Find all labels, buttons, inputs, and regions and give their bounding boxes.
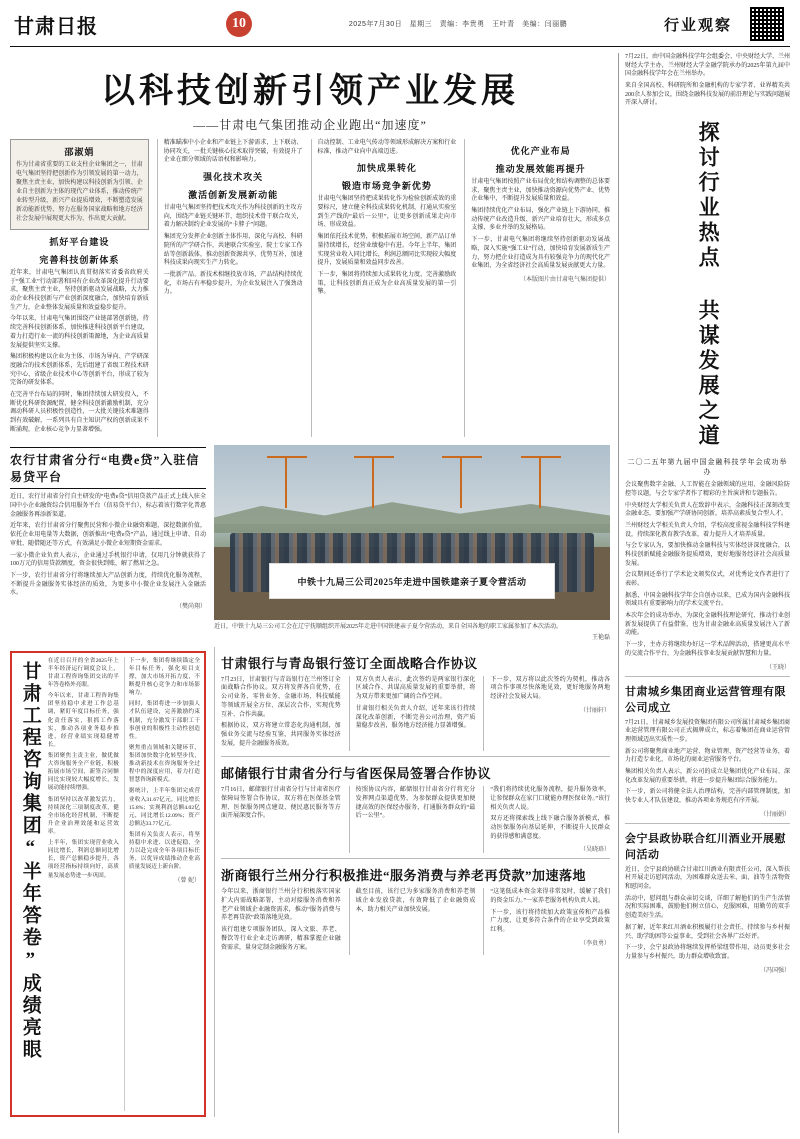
a3-col1 [221,888,341,955]
right-byline: （王晓） [765,664,790,671]
group-photo [214,445,610,620]
right-p2: 来自全国高校、科研院所和金融机构的专家学者、业界精英共200余人参加会议，围绕金融科技发展的前沿理论与实践问题展开深入研讨。 [625,83,791,107]
a3-p5: 下一步，该行将持续加大政策宣传和产品推广力度，让更多符合条件的企业享受到政策红利。 [490,909,611,934]
right-feature-subtitle: 二〇二五年第九届中国金融科技学年会成功举办 [627,458,788,477]
red-p9: 据统计，上半年集团完成营业收入31.67亿元，同比增长15.8%；实现利润总额4.02亿元，同比增长12.09%；资产总额达33.77亿元。 [128,788,200,827]
bank-p4: 下一步，农行甘肃省分行将继续加大产品创新力度，持续优化服务流程，不断提升金融服务实体经济的质效，为更多中小微企业发展注入金融活水。 [10,572,206,597]
qr-code-icon [748,5,786,43]
right-feature-title: 探讨行业热点 共谋发展之道 [696,121,721,450]
crane-icon [539,456,541,509]
right-p8: 据悉，中国金融科技学年会自创办以来，已成为国内金融科技领域具有重要影响力的学术交流平台。 [625,592,790,608]
lead-c3-p4: 下一步，集团将持续加大成果转化力度，完善激励政策，让科技创新真正成为企业高质量发展的第一引擎。 [317,271,457,296]
page-body [10,53,790,1133]
a1-p3: 双方负责人表示，此次签约是两家银行深化区域合作、共谋高质量发展的重要举措，将为双方带来更加广阔的合作空间。 [355,676,476,701]
lead-col-4 [464,139,610,437]
lead-p1: 近年来，甘肃电气集团认真贯彻落实省委省政府关于“强工业”行动部署和国有企业改革深化提升行动要求，聚焦主责主业，坚持创新驱动发展战略，大力推动企业科技创新与产业创新深度融合，加快培育新质生产力，企业整体发展质量和效益稳步提升。 [10,270,149,311]
red-feature-title: 甘肃工程咨询集团“半年答卷”成绩亮眼 [19,660,41,1061]
a2-p4: 双方还将探索线上线下融合服务新模式，推动医保服务向基层延伸，不断提升人民群众的获得感和满意度。 [490,816,611,840]
article-zheshang-bank [221,865,610,955]
lead-c3-p2: 甘肃电气集团坚持把成果转化作为检验创新成效的重要标尺，建立健全科技成果转化机制，打通从实验室到生产线的“最后一公里”，让更多创新成果走向市场、形成效益。 [317,196,457,229]
red-p1: 在近日召开的全省2025年上半年经济运行调度会议上，甘肃工程咨询集团交出的半年答卷格外亮眼。 [47,657,119,689]
a2-col3 [483,786,610,853]
a1-p1: 7月23日，甘肃银行与青岛银行在兰州签订全面战略合作协议。双方将发挥各自优势，在公司业务、零售业务、金融市场、科技赋能等领域开展全方位、深层次合作，实现优势互补、合作共赢。 [221,676,341,718]
bottom-articles [214,647,610,1117]
lead-subtitle-3b: 锻造市场竞争新优势 [341,181,432,192]
br1-p1: 7月21日，甘肃城乡发展投资集团有限公司所属甘肃城乡集团商业运营管理有限公司正式揭牌成立，标志着集团在商业运营管理领域迈出实质性一步。 [625,719,791,743]
editor-quote-box [10,139,149,230]
a1-col3 [483,676,610,752]
quote-author: 邵淑娟 [64,147,95,157]
lead-c3-p1: 自动控制、工业电气传动等领域形成解决方案和行业标准，推动产业向中高端迈进。 [317,140,457,155]
lead-subtitle-4a: 优化产业布局 [510,146,571,156]
photo-credit: 王艳磊 [591,634,610,641]
a1-p5: 下一步，双方将以此次签约为契机，推动各项合作事项尽快落地见效，更好地服务两地经济社会发展大局。 [490,676,611,701]
lead-c4-p1: 甘肃电气集团按照产业布局优化和结构调整的总体要求，聚焦主责主业，加快推动资源向优势产业、优势企业集中，不断提升发展质量和效益。 [471,179,610,203]
divider [221,756,610,757]
newspaper-logo: 甘肃日报 [14,15,98,38]
masthead-meta: 2025年7月30日 星期三 责编：李贵勇 王叶青 美编：闫丽鹏 [348,21,568,28]
red-p8: 聚焦重点领域和关键环节，集团加快数字化转型步伐，推动新技术在咨询服务全过程中的深度应用，着力打造智慧咨询新模式。 [128,744,200,784]
lead-subtitle-3a: 加快成果转化 [356,163,417,174]
divider [625,676,790,677]
br-article-1-title: 甘肃城乡集团商业运营管理有限公司成立 [625,685,786,714]
bank-p2: 近年来，农行甘肃省分行聚焦民营和小微企业融资难题，深挖数据价值，依托企业用电量等大数据，创新推出“电费e贷”产品，通过线上申请、自动审批、随借随还等方式，有效满足小微企业短期资金需求。 [10,523,206,547]
bank-p3: 一家小微企业负责人表示，企业通过手机银行申请，仅用几分钟就获得了100万元的信用贷款额度，资金很快到账，解了燃眉之急。 [10,552,206,568]
a2-col1 [221,786,341,853]
article-3-title: 浙商银行兰州分行积极推进“服务消费与养老再贷款”加速落地 [221,868,587,884]
a2-p2: 按照协议内容，邮储银行甘肃省分行将充分发挥网点渠道优势，为参保群众提供更加便捷高效的医保经办服务，打通服务群众的“最后一公里”。 [355,787,476,820]
bank-platform-article [10,441,206,642]
lead-p4: 在完善平台布局的同时，集团持续加大研发投入，不断优化科研资源配置，健全科技创新激励机制，充分调动科研人员积极性创造性，一大批关键技术难题得到有效破解，一系列具有自主知识产权的创新成果不断涌现，企业核心竞争力显著增强。 [10,391,149,433]
lead-col-2 [157,139,303,437]
main-zone [10,53,610,1133]
a3-p2: 该行组建专项服务团队，深入文旅、养老、餐饮等行业企业走访调研，精准掌握企业融资需求，量身定制金融服务方案。 [221,927,341,951]
red-col-2 [124,657,200,1111]
lead-col-3 [311,139,457,437]
a1-byline: （甘丽轩） [580,707,611,714]
right-p3: 会议聚焦数字金融、人工智能在金融领域的应用、金融风险防控等议题，与会专家学者作了精彩的主旨演讲和专题报告。 [625,482,790,497]
article-postal-medical [221,763,610,853]
crane-icon [285,456,287,509]
right-p6: 与会专家认为，要加快推动金融科技与实体经济深度融合，以科技创新赋能金融服务提质增效，更好地服务经济社会高质量发展。 [625,543,790,567]
masthead [10,0,790,47]
br2-p4: 下一步，会宁县政协将继续发挥桥梁纽带作用，动员更多社会力量参与乡村振兴，助力群众增收致富。 [625,945,790,960]
lead-c4-p2: 集团持续优化产业布局，强化产业链上下游协同，推动传统产业改造升级、新兴产业培育壮大，形成多点支撑、多业并举的发展格局。 [471,208,610,232]
photo-wrap [214,445,610,640]
lead-subtitle-2b: 激活创新发展新动能 [188,190,279,201]
lead-headline: 以科技创新引领产业发展 [101,73,519,110]
red-p2: 今年以来，甘肃工程咨询集团坚持稳中求进工作总基调，紧盯年度目标任务，强化责任落实，狠抓工作落实，推动各项业务稳步推进，经营业绩实现稳健增长。 [47,693,119,748]
a3-col2 [349,888,476,955]
right-p4: 中央财经大学相关负责人在致辞中表示，金融科技正深刻改变金融业态，要加强产学研协同创新，培养高素质复合型人才。 [625,502,790,518]
red-byline: （曾 妮） [174,877,200,884]
red-p10: 集团有关负责人表示，将坚持稳中求进、以进促稳，全力以赴完成全年各项目标任务，以优异成绩推动企业高质量发展迈上新台阶。 [128,831,200,871]
a3-p1: 今年以来，浙商银行兰州分行积极落实国家扩大内需战略部署，主动对接服务消费和养老产业领域企业融资需求，推动“服务消费与养老再贷款”政策落地见效。 [221,889,341,922]
a3-col3 [483,888,610,955]
photo-banner-text: 中铁十九局三公司2025年走进中国铁建亲子夏令营活动 [269,563,554,599]
br2-p3: 据了解，近年来红川酒业积极履行社会责任，持续参与乡村振兴、助学助困等公益事业，受到社会各界广泛好评。 [625,924,790,940]
red-p5: 上半年，集团实现营业收入同比增长，利润总额同比增长，资产总额稳步提升，各项经营指标持续向好，高质量发展态势进一步巩固。 [47,840,119,879]
photo-feature [214,441,610,642]
a2-p3: “我们将持续优化服务流程，提升服务效率，让参保群众在家门口就能办理医保业务。”该行相关负责人说。 [490,787,611,811]
red-p3: 集团聚焦主责主业，做优做大咨询服务全产业链，积极拓展市场空间，新签合同额同比实现较大幅度增长，发展动能持续增强。 [47,752,119,792]
lead-subheadline: ——甘肃电气集团推动企业跑出“加速度” [193,118,427,132]
br1-p4: 下一步，新公司将健全法人治理结构，完善内部管理制度，加快专业人才队伍建设，推动各项业务规范有序开展。 [625,789,790,804]
a1-p4: 甘肃银行相关负责人介绍，近年来该行持续深化改革创新，不断完善公司治理，资产质量稳步改善，服务地方经济能力显著增强。 [355,705,476,730]
red-col-1 [48,657,119,1111]
divider [221,858,610,859]
a1-col1 [221,676,341,752]
page-number-badge: 10 [226,11,252,37]
lead-col-1 [10,139,149,437]
lead-c4-p3: 下一步，甘肃电气集团将继续坚持创新驱动发展战略，深入实施“强工业”行动，加快培育发展新质生产力，努力把企业打造成为具有较强竞争力的现代化产业集团，为全省经济社会高质量发展贡献更大力量。 [471,237,610,270]
lead-p3: 集团积极构建以企业为主体、市场为导向、产学研深度融合的技术创新体系，先后组建了省级工程技术研究中心、省级企业技术中心等创新平台，形成了较为完备的研发体系。 [10,354,149,387]
red-p6: 下一步，集团将继续锚定全年目标任务，强化项目支撑，加大市场开拓力度，不断提升核心竞争力和市场影响力。 [128,657,200,697]
br2-byline: （冯国强） [759,967,790,974]
photo-caption: 近日，中铁十九局三公司工会在辽宁抚顺组织开展2025年走进中国铁建亲子夏令营活动，来自全国各地的职工家属参加了本次活动。 [214,624,563,631]
lead-article-columns [10,139,610,437]
a3-p3: 截至目前，该行已为多家服务消费和养老领域企业发放贷款，有效降低了企业融资成本，助力相关产业加快发展。 [355,889,476,913]
right-p9: 本次年会的成功举办，为深化金融科技理论研究、推动行业创新发展提供了有益借鉴，也为甘肃金融业高质量发展注入了新动能。 [625,613,790,637]
red-p7: 同时，集团将进一步加强人才队伍建设，完善激励约束机制，充分激发干部职工干事创业的积极性主动性创造性。 [128,701,200,740]
a1-p2: 根据协议，双方将建立常态化沟通机制，加强业务交流与经验互鉴，共同服务实体经济发展，提升金融服务质效。 [221,723,341,747]
lead-c2-p2: 甘肃电气集团坚持把技术攻关作为科技创新的主攻方向，围绕产业链关键环节，组织技术骨干联合攻关，着力解决制约企业发展的“卡脖子”问题。 [163,205,303,229]
mid-row [10,441,610,642]
right-zone [618,53,790,1133]
right-p5: 兰州财经大学相关负责人介绍，学校高度重视金融科技学科建设，持续深化教育教学改革，着力提升人才培养质量。 [625,522,790,538]
a3-p4: “这笔低成本资金来得非常及时，缓解了我们的资金压力。”一家养老服务机构负责人说。 [490,889,611,905]
quote-text: 作为甘肃省重要的工业支柱企业集团之一，甘肃电气集团坚持把创新作为引领发展的第一动力，聚焦主责主业，加快构建以科技创新为引领、企业自主创新为主体的现代产业体系，推动传统产业转型升级、新兴产业提质增效，不断塑造发展新动能新优势，努力在服务国家战略和地方经济社会发展中展现更大作为、作出更大贡献。 [16,162,143,222]
br1-byline: （甘丽娟） [759,811,790,818]
a2-col2 [349,786,476,853]
br1-p3: 集团相关负责人表示，新公司的成立是集团优化产业布局、深化改革发展的重要举措，将进一步提升集团综合服务能力。 [625,768,790,784]
red-p4: 集团坚持以改革激发活力，持续深化三项制度改革，健全市场化经营机制，不断提升企业治理效能和运营效率。 [47,796,119,835]
lead-c2-p1: 精准瞄准中小企业和产业链上下游需求，上下联动、协同攻关，一批关键核心技术取得突破，有效提升了企业在细分领域的话语权和影响力。 [163,140,303,164]
bank-byline: （樊尚翔） [175,603,206,610]
article-2-title: 邮储银行甘肃省分行与省医保局签署合作协议 [221,766,492,782]
right-feature-head [625,111,790,457]
red-feature-box [10,651,206,1117]
red-feature-zone [10,647,206,1117]
lead-subtitle-4b: 推动发展效能再提升 [495,164,586,174]
br-article-2-title: 会宁县政协联合红川酒业开展慰问活动 [625,832,786,861]
red-feature-columns [48,657,200,1111]
lead-subtitle-2a: 强化技术攻关 [203,172,264,183]
crane-icon [372,456,374,509]
a2-p1: 7月16日，邮储银行甘肃省分行与甘肃省医疗保障局签署合作协议，双方将在医保基金管理、医保服务网点建设、便民惠民服务等方面开展深度合作。 [221,787,341,820]
bank-platform-title: 农行甘肃省分行“电费e贷”入驻信易贷平台 [10,447,206,489]
lead-subtitle-1b: 完善科技创新体系 [39,255,120,265]
right-p1: 7月22日，由中国金融科技学年会组委会、中央财经大学、兰州财经大学主办，兰州财经大学金融学院承办的2025年第九届中国金融科技学年会在兰州举办。 [625,54,791,78]
br2-p1: 近日，会宁县政协联合甘肃红川酒业有限责任公司，深入帮扶村开展走访慰问活动，为困难群众送去米、面、油等生活物资和慰问金。 [625,866,790,891]
bottom-row [10,647,610,1117]
article-3-cols [221,888,610,955]
lead-photo-credit: （本版图片由甘肃电气集团提供） [519,276,610,283]
lead-p2: 今年以来，甘肃电气集团围绕产业链部署创新链，持续完善科技创新体系，加快推进科技创新平台建设，着力打造行业一流的科技创新策源地，为企业高质量发展提供坚实支撑。 [10,316,149,349]
lead-c3-p3: 集团依托技术优势，积极拓展市场空间，新产品订单量持续增长，经营业绩稳中有进。今年上半年，集团实现营业收入同比增长，利润总额同比实现较大幅度提升，发展质量和效益同步改善。 [317,234,457,267]
a2-byline: （吴晓珞） [580,847,611,854]
bank-p1: 近日，农行甘肃省分行自主研发的“电费e贷”信用贷款产品正式上线入驻全国中小企业融资综合信用服务平台（信易贷平台），标志着该行数字化普惠金融服务再添新渠道。 [10,494,206,518]
divider [625,823,790,824]
article-gansu-qingdao [221,653,610,752]
lead-c2-p4: 一批新产品、新技术相继投放市场，产品结构持续优化，市场占有率稳步提升，为企业发展注入了强劲动力。 [163,271,303,296]
a3-byline: （李贵勇） [580,940,611,947]
lead-c2-p3: 集团充分发挥企业创新主体作用，深化与高校、科研院所的产学研合作，共建联合实验室、院士专家工作站等创新载体，推动创新资源共享、优势互补，加速科技成果向现实生产力转化。 [163,234,303,267]
right-p7: 会议期间还举行了学术论文颁奖仪式，对优秀论文作者进行了表彰。 [625,572,790,587]
br1-p2: 新公司将聚焦商业地产运营、物业管理、资产经营等业务，着力打造专业化、市场化的商业运营服务平台。 [625,748,790,764]
article-1-title: 甘肃银行与青岛银行签订全面战略合作协议 [221,655,478,671]
br2-p2: 活动中，慰问组与群众亲切交谈，详细了解他们的生产生活情况和实际困难，鼓励他们树立信心，克服困难，用勤劳的双手创造美好生活。 [625,895,790,920]
article-2-cols [221,786,610,853]
article-1-cols [221,676,610,752]
a1-col2 [349,676,476,752]
section-title: 行业观察 [663,17,732,34]
right-p10: 下一步，主办方将继续办好这一学术品牌活动，搭建更高水平的交流合作平台，为金融科技事业发展贡献智慧和力量。 [625,642,790,657]
lead-subtitle-1a: 抓好平台建设 [49,237,110,247]
crane-icon [460,456,462,509]
